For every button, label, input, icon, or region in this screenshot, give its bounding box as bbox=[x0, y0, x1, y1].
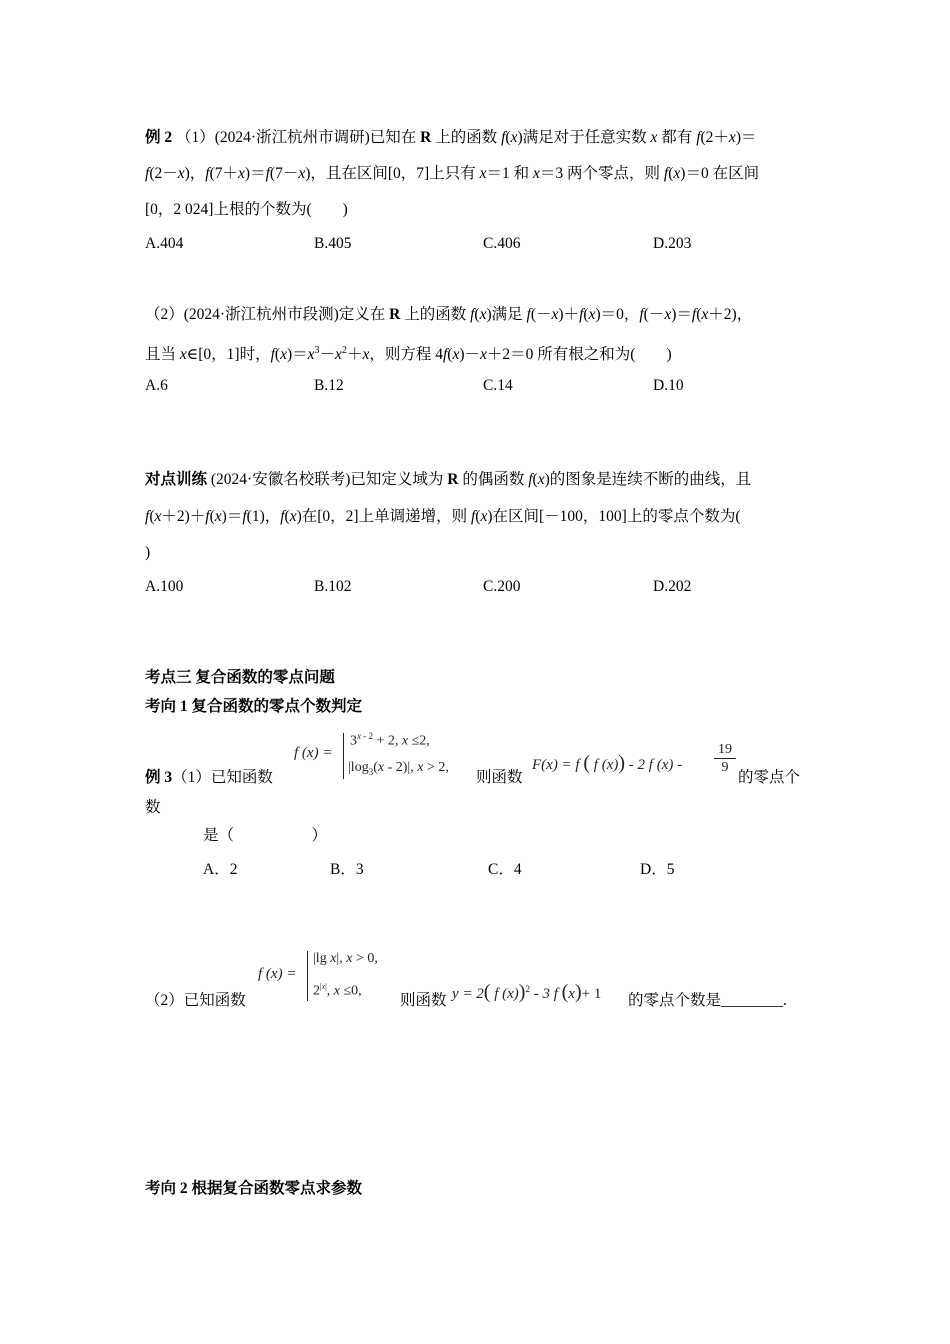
ex3-q1-options bbox=[203, 857, 903, 877]
option-c[interactable]: C.406 bbox=[483, 235, 521, 252]
ex3-q2-f-case2: $2^{|x|}$, x ≤0, bbox=[313, 982, 362, 999]
ex2-q2-line1: （2）(2024·浙江杭州市段测)定义在 R 上的函数 f(x)满足 f(－x)＋f(x)＝0，f(－x)＝f(x＋2)， bbox=[145, 306, 753, 323]
ex3-q2-f-case1: |lg x|, x > 0, bbox=[313, 951, 378, 966]
ex3-q1-frac: 19 9 bbox=[714, 741, 736, 776]
drill-line2: f(x＋2)＋f(x)＝f(1)，f(x)在[0，2]上单调递增，则 f(x)在区间[－100，100]上的零点个数为( bbox=[145, 508, 741, 525]
option-b[interactable]: B.405 bbox=[314, 235, 352, 252]
section-title: 考点三 复合函数的零点问题 bbox=[145, 669, 335, 686]
ex2-q1-options bbox=[145, 235, 845, 255]
ex3-q1-wrap: 数 bbox=[145, 799, 161, 816]
ex3-q1-suffix: 的零点个 bbox=[738, 769, 801, 786]
ex2-q1-line1: 例 2 （1）(2024·浙江杭州市调研)已知在 R 上的函数 f(x)满足对于任意实数 x 都有 f(2＋x)＝ bbox=[145, 129, 757, 146]
direction-2-heading: 考向 2 根据复合函数零点求参数 bbox=[145, 1180, 363, 1197]
ex2-q2-options bbox=[145, 377, 845, 397]
direction-1-heading: 考向 1 复合函数的零点个数判定 bbox=[145, 698, 363, 715]
ex3-q1-f-label: f (x) = bbox=[294, 745, 333, 761]
ex2-q2-line2: 且当 x∈[0，1]时，$f(x)=x^3-x^2+x$，则方程 4f(x)－x＋2＝0 所有根之和为( ) bbox=[145, 345, 672, 364]
option-c[interactable]: C.200 bbox=[483, 578, 521, 595]
drill-line3: ) bbox=[145, 544, 151, 561]
option-c[interactable]: C.14 bbox=[483, 377, 513, 394]
ex3-q1-mid: 则函数 bbox=[476, 769, 523, 786]
ex3-q2-mid: 则函数 bbox=[400, 992, 447, 1009]
option-d[interactable]: D.203 bbox=[653, 235, 692, 252]
ex3-q2-y: y = 2( f (x))$^2$ - 3 f (x)+ 1 bbox=[452, 981, 602, 1003]
option-d[interactable]: D．5 bbox=[640, 861, 675, 878]
option-c[interactable]: C．4 bbox=[488, 861, 522, 878]
option-d[interactable]: D.10 bbox=[653, 377, 684, 394]
ex3-q1-is: 是（ ） bbox=[203, 827, 328, 844]
ex2-q1-line3: [0，2 024]上根的个数为( ) bbox=[145, 201, 348, 218]
drill-line1: 对点训练 (2024·安徽名校联考)已知定义域为 R 的偶函数 f(x)的图象是连续不断的曲线，且 bbox=[145, 471, 752, 488]
option-a[interactable]: A.404 bbox=[145, 235, 184, 252]
ex3-q1-f-case2: $|\log_3(x - 2)|$, x > 2, bbox=[348, 760, 449, 777]
option-b[interactable]: B.12 bbox=[314, 377, 344, 394]
ex3-q1-prefix: 例 3（1）已知函数 bbox=[145, 769, 273, 786]
ex3-q2-f-label: f (x) = bbox=[258, 966, 297, 982]
option-a[interactable]: A．2 bbox=[203, 861, 238, 878]
ex3-q2-suffix: 的零点个数是________. bbox=[628, 992, 787, 1009]
ex2-q1-line2: f(2－x)，f(7＋x)＝f(7－x)，且在区间[0，7]上只有 x＝1 和 x＝3 两个零点，则 f(x)＝0 在区间 bbox=[145, 165, 760, 182]
option-a[interactable]: A.6 bbox=[145, 377, 168, 394]
drill-options bbox=[145, 578, 845, 598]
ex3-q1-F: F(x) = f ( f (x)) - 2 f (x) - bbox=[532, 752, 683, 774]
option-a[interactable]: A.100 bbox=[145, 578, 184, 595]
ex3-q2-prefix: （2）已知函数 bbox=[145, 992, 246, 1009]
option-b[interactable]: B．3 bbox=[330, 861, 364, 878]
ex3-q1-f-case1: $3^{x - 2} + 2$, x ≤2, bbox=[350, 731, 430, 749]
option-d[interactable]: D.202 bbox=[653, 578, 692, 595]
option-b[interactable]: B.102 bbox=[314, 578, 352, 595]
